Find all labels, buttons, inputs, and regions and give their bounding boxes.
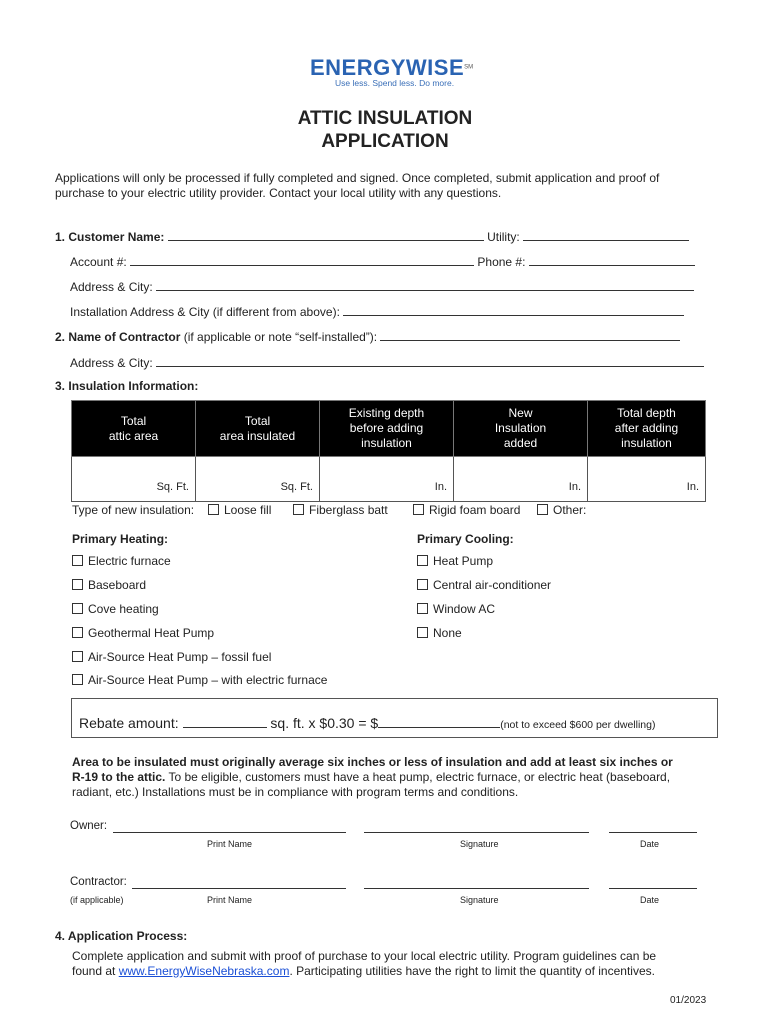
eligibility-line3: radiant, etc.) Installations must be in compliance with program terms and conditions.: [72, 785, 519, 799]
process-line1: Complete application and submit with proof of purchase to your local electric utility. Program guidelines can be: [72, 949, 657, 963]
page-title-line1: ATTIC INSULATION: [297, 108, 473, 129]
section-number: 4.: [55, 929, 66, 943]
utility-field[interactable]: [523, 228, 689, 241]
owner-date-caption: Date: [640, 839, 660, 849]
existing-depth-cell[interactable]: In.: [320, 457, 454, 502]
process-line2-pre: found at: [72, 964, 119, 978]
section-number: 2.: [55, 330, 66, 344]
contractor-field[interactable]: [380, 328, 680, 341]
owner-signature-field[interactable]: [364, 820, 589, 833]
section-number: 3.: [55, 379, 66, 393]
type-label: Other:: [553, 503, 587, 517]
application-process-label: Application Process:: [67, 929, 188, 943]
insulation-info-heading: [55, 379, 198, 393]
account-row: [70, 253, 695, 269]
contractor-label: Name of Contractor: [68, 330, 181, 344]
contractor-sig-label: Contractor:: [70, 876, 127, 888]
owner-print-name-caption: Print Name: [207, 839, 253, 849]
checkbox[interactable]: [72, 651, 83, 662]
attic-area-cell[interactable]: Sq. Ft.: [72, 457, 196, 502]
heating-option[interactable]: [72, 602, 159, 616]
checkbox[interactable]: [72, 579, 83, 590]
cooling-option-label: Window AC: [433, 602, 496, 616]
logo-tagline: Use less. Spend less. Do more.: [335, 78, 455, 88]
type-label: Loose fill: [224, 503, 272, 517]
contractor-print-name-caption: Print Name: [207, 895, 253, 905]
checkbox[interactable]: [417, 627, 428, 638]
insulation-type-label: Type of new insulation:: [72, 503, 195, 517]
contractor-signature-caption: Signature: [460, 895, 499, 905]
primary-cooling-label: Primary Cooling:: [417, 532, 514, 546]
cooling-option[interactable]: [417, 602, 495, 616]
total-depth-cell[interactable]: In.: [588, 457, 706, 502]
cooling-option-label: Central air-conditioner: [433, 578, 552, 592]
install-address-row: [70, 303, 684, 319]
header-existing-depth: Existing depth before adding insulation: [320, 401, 454, 457]
footer-date: 01/2023: [670, 995, 707, 1006]
insulation-table-header: [72, 401, 706, 457]
contractor-address-field[interactable]: [156, 354, 704, 367]
contractor-signature-field[interactable]: [364, 876, 589, 889]
rebate-note: (not to exceed $600 per dwelling): [500, 719, 656, 731]
header-total-depth: Total depth after adding insulation: [588, 401, 706, 457]
account-label: Account #:: [70, 255, 127, 269]
checkbox[interactable]: [72, 555, 83, 566]
page-title-line2: APPLICATION: [321, 131, 449, 152]
account-field[interactable]: [130, 253, 474, 266]
cooling-option-label: None: [433, 626, 462, 640]
rebate-formula: sq. ft. x $0.30 = $: [270, 715, 379, 731]
process-line2-post: . Participating utilities have the right to limit the quantity of incentives.: [289, 964, 655, 978]
contractor-address-row: [70, 354, 704, 370]
cooling-option[interactable]: [417, 626, 462, 640]
header-new-insulation: New Insulation added: [454, 401, 588, 457]
rebate-row: [79, 714, 655, 731]
checkbox[interactable]: [417, 579, 428, 590]
cooling-option-label: Heat Pump: [433, 554, 494, 568]
rebate-amount-field[interactable]: [378, 714, 500, 728]
energywise-link[interactable]: www.EnergyWiseNebraska.com: [118, 964, 290, 978]
address-label: Address & City:: [70, 280, 153, 294]
heating-option[interactable]: [72, 578, 146, 592]
contractor-note: (if applicable or note “self-installed”):: [183, 330, 378, 344]
phone-field[interactable]: [529, 253, 695, 266]
primary-heating-label: Primary Heating:: [72, 532, 169, 546]
type-other[interactable]: [537, 503, 586, 517]
insulation-table-row: [72, 457, 706, 502]
logo-tm: SM: [464, 64, 474, 71]
checkbox[interactable]: [72, 603, 83, 614]
install-address-label: Installation Address & City (if different from above):: [70, 305, 340, 319]
process-line2: [72, 964, 655, 978]
if-applicable-caption: (if applicable): [70, 895, 124, 905]
section-number: 1.: [55, 230, 66, 244]
contractor-date-caption: Date: [640, 895, 660, 905]
contractor-date-field[interactable]: [609, 876, 697, 889]
heating-option-label: Baseboard: [88, 578, 147, 592]
type-loose-fill[interactable]: [208, 503, 271, 517]
header-total-attic-area: Total attic area: [72, 401, 196, 457]
address-field[interactable]: [156, 278, 694, 291]
new-insulation-cell[interactable]: In.: [454, 457, 588, 502]
checkbox[interactable]: [417, 603, 428, 614]
cooling-option[interactable]: [417, 578, 551, 592]
owner-label: Owner:: [70, 820, 108, 832]
checkbox[interactable]: [293, 504, 304, 515]
insulation-table: [71, 400, 706, 502]
customer-name-row: [55, 228, 689, 244]
area-insulated-cell[interactable]: Sq. Ft.: [196, 457, 320, 502]
utility-label: Utility:: [487, 230, 520, 244]
checkbox[interactable]: [72, 674, 83, 685]
contractor-print-name-field[interactable]: [132, 876, 346, 889]
heating-option-label: Geothermal Heat Pump: [88, 626, 215, 640]
install-address-field[interactable]: [343, 303, 684, 316]
heating-option[interactable]: [72, 650, 271, 664]
checkbox[interactable]: [537, 504, 548, 515]
type-label: Rigid foam board: [429, 503, 521, 517]
checkbox[interactable]: [413, 504, 424, 515]
insulation-info-label: Insulation Information:: [68, 379, 199, 393]
intro-line1: Applications will only be processed if fully completed and signed. Once completed, submit application and proof of: [55, 171, 660, 185]
contractor-address-label: Address & City:: [70, 356, 153, 370]
heating-option[interactable]: [72, 626, 214, 640]
cooling-option[interactable]: [417, 554, 493, 568]
heating-option-label: Electric furnace: [88, 554, 171, 568]
rebate-label: Rebate amount:: [79, 715, 179, 731]
checkbox[interactable]: [208, 504, 219, 515]
application-process-heading: [55, 929, 187, 943]
heating-option-label: Air-Source Heat Pump – with electric furnace: [88, 673, 328, 687]
type-label: Fiberglass batt: [309, 503, 388, 517]
heating-option[interactable]: [72, 554, 171, 568]
header-total-area-insulated: Total area insulated: [196, 401, 320, 457]
rebate-sqft-field[interactable]: [183, 714, 267, 728]
owner-print-name-field[interactable]: [113, 820, 346, 833]
eligibility-line2: [72, 770, 670, 784]
owner-date-field[interactable]: [609, 820, 697, 833]
heating-option-label: Cove heating: [88, 602, 159, 616]
eligibility-rest: To be eligible, customers must have a heat pump, electric furnace, or electric heat (baseboard,: [165, 770, 671, 784]
type-rigid-foam[interactable]: [413, 503, 520, 517]
logo-brand: ENERGYWISE: [310, 55, 465, 80]
heating-option-label: Air-Source Heat Pump – fossil fuel: [88, 650, 272, 664]
checkbox[interactable]: [72, 627, 83, 638]
address-row: [70, 278, 694, 294]
phone-label: Phone #:: [477, 255, 526, 269]
checkbox[interactable]: [417, 555, 428, 566]
eligibility-line1: Area to be insulated must originally average six inches or less of insulation and add at least six inches or: [72, 755, 673, 769]
customer-name-field[interactable]: [168, 228, 484, 241]
contractor-row: [55, 328, 680, 344]
heating-option[interactable]: [72, 673, 327, 687]
eligibility-bold: R-19 to the attic.: [72, 770, 166, 784]
type-fiberglass-batt[interactable]: [293, 503, 388, 517]
customer-name-label: Customer Name:: [68, 230, 165, 244]
intro-line2: purchase to your electric utility provider. Contact your local utility with any questions.: [55, 186, 502, 200]
owner-signature-caption: Signature: [460, 839, 499, 849]
